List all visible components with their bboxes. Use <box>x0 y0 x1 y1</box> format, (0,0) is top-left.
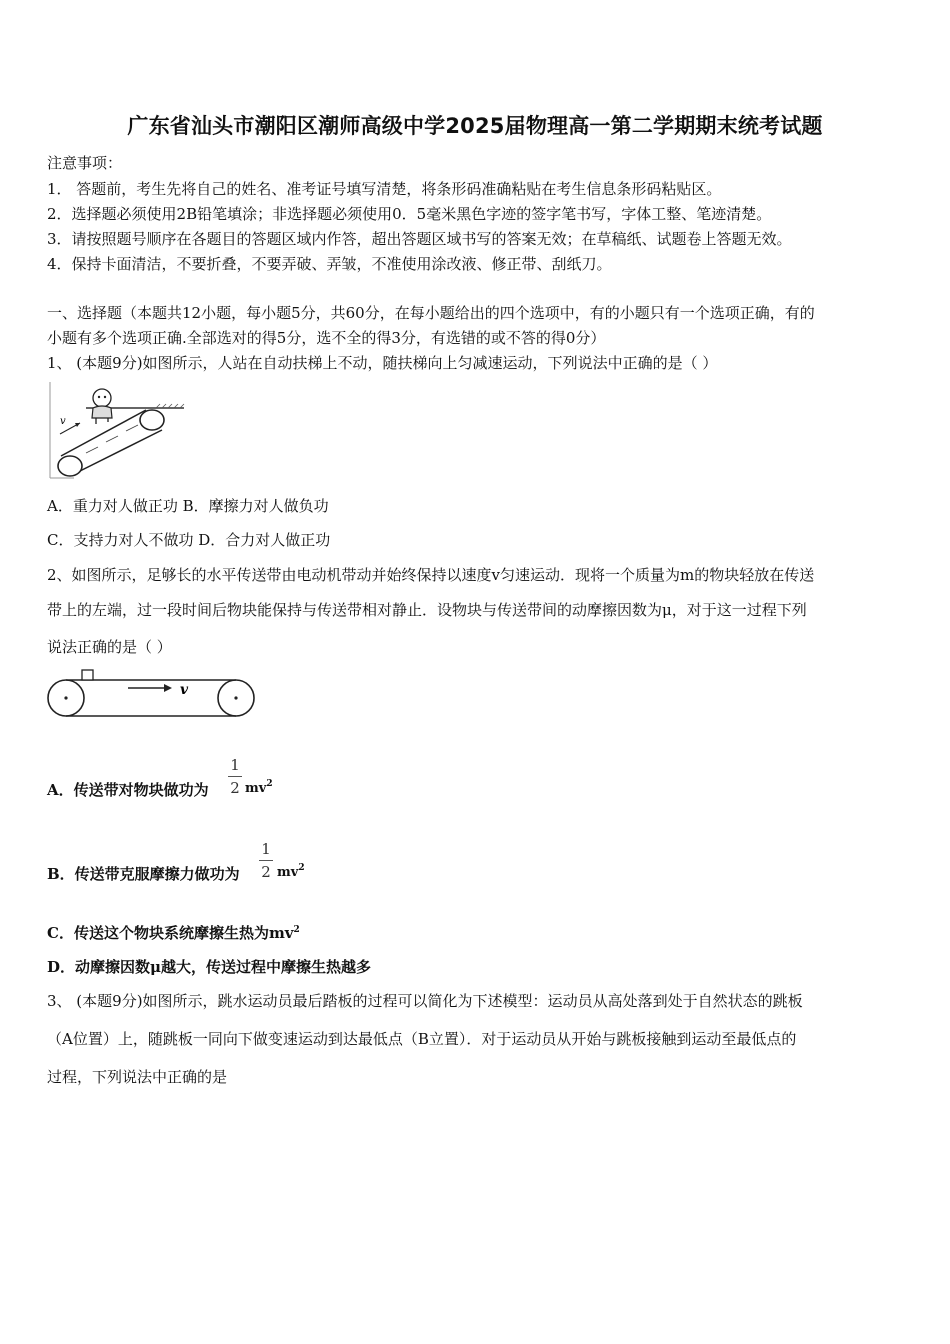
conveyor-belt-figure <box>46 668 258 720</box>
notice-item: 4．保持卡面清洁，不要折叠，不要弄破、弄皱，不准使用涂改液、修正带、刮纸刀。 <box>47 255 612 273</box>
section-heading: 一、选择题（本题共12小题，每小题5分，共60分，在每小题给出的四个选项中，有的小题只有一个选项正确，有的 <box>47 304 815 322</box>
notice-heading: 注意事项： <box>47 154 123 172</box>
question-1-options-cd: C．支持力对人不做功 D．合力对人做正功 <box>47 531 331 549</box>
notice-item: 3．请按照题号顺序在各题目的答题区域内作答，超出答题区域书写的答案无效；在草稿纸、试题卷上答题无效。 <box>47 230 792 248</box>
fraction-one-half: 1 2 <box>228 756 242 797</box>
question-2-option-d: D．动摩擦因数μ越大，传送过程中摩擦生热越多 <box>47 958 371 976</box>
question-3-stem-end: 过程，下列说法中正确的是 <box>47 1068 228 1086</box>
question-2-option-a: A．传送带对物块做功为 <box>47 781 209 799</box>
question-2-option-b: B．传送带克服摩擦力做功为 <box>47 865 240 883</box>
question-2-stem: 2、如图所示，足够长的水平传送带由电动机带动并始终保持以速度v匀速运动．现将一个质量为m的物块轻放在传送 <box>47 566 815 584</box>
section-heading-cont: 小题有多个选项正确.全部选对的得5分，选不全的得3分，有选错的或不答的得0分） <box>47 329 606 347</box>
question-1-stem: 1、 (本题9分)如图所示，人站在自动扶梯上不动，随扶梯向上匀减速运动，下列说法中正确的是（ ） <box>47 354 718 372</box>
velocity-label: v <box>60 416 66 427</box>
question-2-stem-end: 说法正确的是（ ） <box>47 638 172 656</box>
question-1-options-ab: A．重力对人做正功 B．摩擦力对人做负功 <box>47 497 329 515</box>
block <box>82 670 93 680</box>
notice-item: 1． 答题前，考生先将自己的姓名、准考证号填写清楚，将条形码准确粘贴在考生信息条形码粘贴区。 <box>47 180 722 198</box>
velocity-label: v <box>180 682 189 698</box>
question-2-option-c: C．传送这个物块系统摩擦生热为$mv^2$ <box>47 924 300 942</box>
person-icon <box>92 389 112 424</box>
page-title: 广东省汕头市潮阳区潮师高级中学2025届物理高一第二学期期末统考试题 <box>127 114 823 138</box>
escalator-figure <box>46 378 188 483</box>
question-2-stem-cont: 带上的左端，过一段时间后物块能保持与传送带相对静止．设物块与传送带间的动摩擦因数为μ，对于这一过程下列 <box>47 601 807 619</box>
fraction-one-half: 1 2 <box>259 840 273 881</box>
question-3-stem: 3、 (本题9分)如图所示，跳水运动员最后踏板的过程可以简化为下述模型：运动员从高处落到处于自然状态的跳板 <box>47 992 803 1010</box>
notice-item: 2．选择题必须使用2B铅笔填涂；非选择题必须使用0．5毫米黑色字迹的签字笔书写，字体工整、笔迹清楚。 <box>47 205 772 223</box>
question-3-stem-cont: （A位置）上，随跳板一同向下做变速运动到达最低点（B立置）．对于运动员从开始与跳板接触到运动至最低点的 <box>47 1030 797 1048</box>
